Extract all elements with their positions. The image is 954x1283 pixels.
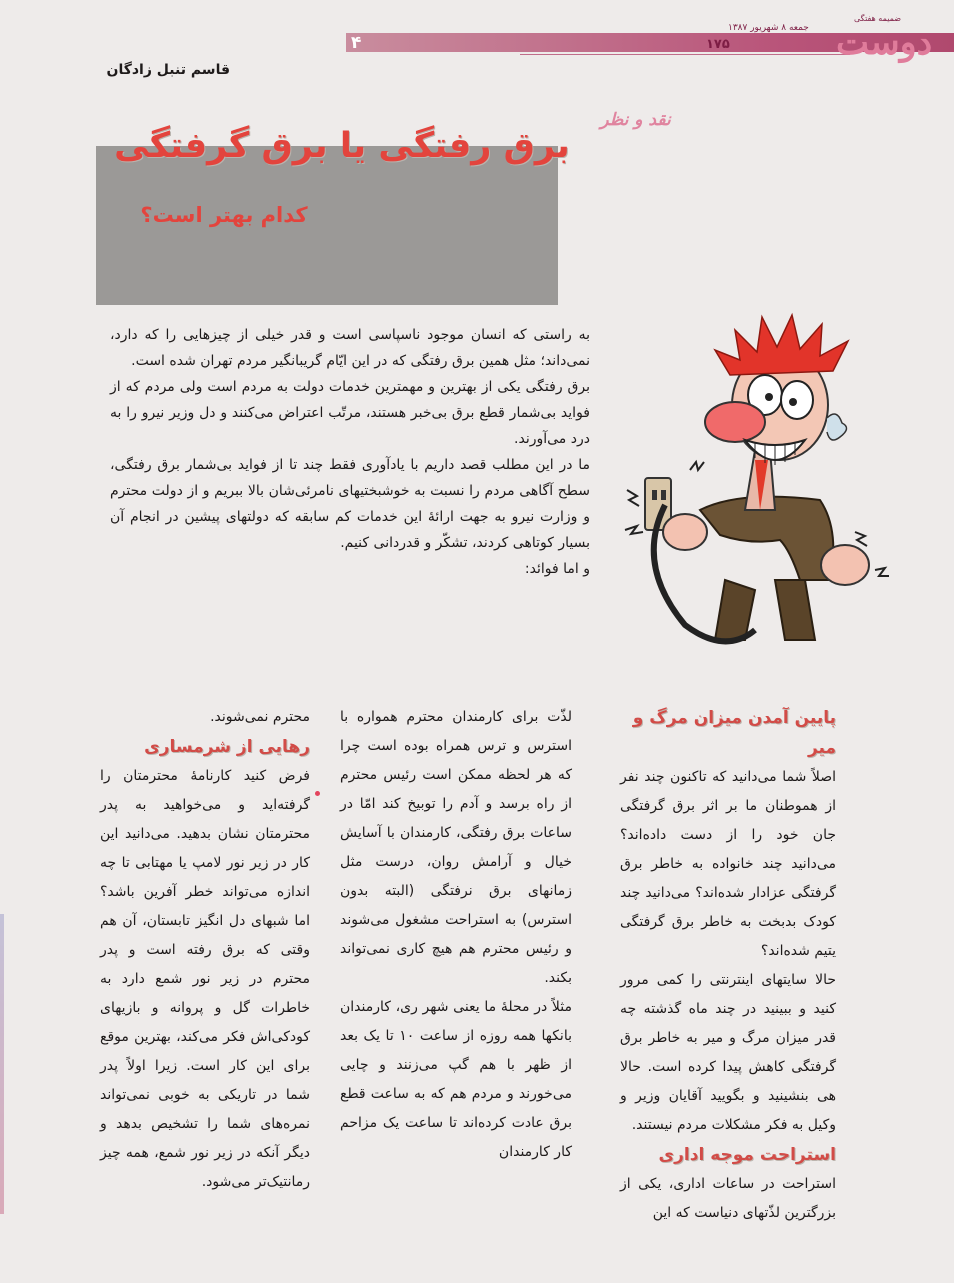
- decorative-dot: [315, 791, 320, 796]
- page-edge-mark: [0, 914, 4, 1214]
- paragraph: استراحت در ساعات اداری، یکی از بزرگترین لذّتهای دنیاست که این: [620, 1176, 836, 1221]
- heading-mortality: پایین آمدن میزان مرگ و میر: [632, 708, 836, 758]
- paragraph: محترم نمی‌شوند.: [210, 709, 310, 725]
- paragraph: فرض کنید کارنامهٔ محترمتان را گرفته‌اید و می‌خواهید به پدر محترمتان نشان بدهید. می‌دانید این کار در زیر نور لامپ یا مهتابی تا چه اندازه می‌تواند خطر آفرین باشد؟ اما شبهای دل انگیز تابستان، آن هم وقتی که برق رفته است و پدر محترم در زیر نور شمع دارد به خاطرات گل و پروانه و بازیهای کودکی‌اش فکر می‌کند، بهترین موقع برای این کار است. زیرا اولاً پدر شما در تاریکی به خوبی نمی‌تواند نمره‌های شما را تشخیص بدهد و دیگر آنکه در زیر نور شمع، همه چیز رمانتیک‌تر می‌شود.: [100, 768, 310, 1190]
- intro-paragraph: ما در این مطلب قصد داریم با یادآوری فقط چند تا از فواید بی‌شمار برق رفتگی، سطح آگاهی مردم را نسبت به خوشبختیهای نامرئی‌شان بالا ببریم و از دولت محترم و وزارت نیرو به جهت ارائهٔ این خدمات کم سابقه که دولتهای پیشین در انجام آن بسیار کوتاهی کردند، تشکّر و قدردانی کنیم.: [110, 457, 590, 551]
- column-right: [620, 703, 836, 1228]
- section-label: نقد و نظر: [600, 110, 671, 130]
- heading-shame-relief: رهایی از شرمساری: [144, 737, 310, 757]
- author-name: قاسم تنبل زادگان: [106, 62, 230, 78]
- electrocuted-man-illustration: [605, 300, 905, 650]
- intro-paragraph: و اما فوائد:: [524, 561, 590, 577]
- magazine-subtitle: ضمیمه هفتگی: [854, 14, 902, 23]
- paragraph: اصلاً شما می‌دانید که تاکنون چند نفر از هموطنان ما بر اثر برق گرفتگی جان خود را از دست داده‌اند؟ می‌دانید چند خانواده به خاطر برق گرفتگی عزادار شده‌اند؟ می‌دانید چند کودک بدبخت به خاطر برق گرفتگی یتیم شده‌اند؟: [620, 769, 836, 959]
- paragraph: لذّت برای کارمندان محترم همواره با استرس و ترس همراه بوده است چرا که هر لحظه ممکن است رئیس محترم از راه برسد و آدم را توبیخ کند امّا در ساعات برق رفتگی، کارمندان با آسایش خیال و آرامش روان، درست مثل زمانهای برق نرفتگی (البته بدون استرس) به استراحت مشغول می‌شوند و رئیس محترم هم هیچ کاری نمی‌تواند بکند.: [340, 709, 572, 986]
- page-number: ۴: [351, 33, 362, 53]
- column-middle: [340, 703, 572, 1167]
- heading-office-rest: استراحت موجه اداری: [658, 1145, 836, 1165]
- header-rule: [520, 54, 850, 55]
- magazine-logo: دوست: [836, 22, 933, 63]
- article-subtitle: کدام بهتر است؟: [140, 203, 308, 227]
- column-left: [100, 703, 310, 1197]
- paragraph: مثلاً در محلهٔ ما یعنی شهر ری، کارمندان بانکها همه روزه از ساعت ۱۰ تا یک بعد از ظهر با هم گپ می‌زنند و چایی می‌خورند و مردم هم که به ساعت قطع برق عادت کرده‌اند تا ساعت یک مزاحم کار کارمندان: [340, 999, 572, 1160]
- issue-number: ۱۷۵: [706, 37, 730, 52]
- intro-paragraph: به راستی که انسان موجود ناسپاسی است و قدر خیلی از چیزهایی را که دارد، نمی‌داند؛ مثل همین برق رفتگی که در این ایّام گریبانگیر مردم تهران شده است.: [110, 327, 590, 369]
- article-title: برق رفتگی یا برق گرفتگی: [114, 126, 570, 166]
- paragraph: حالا سایتهای اینترنتی را کمی مرور کنید و ببینید در چند ماه گذشته چه قدر میزان مرگ و میر به خاطر برق گرفتگی کاهش پیدا کرده است. حالا هی بنشینید و بگویید آقایان وزیر و وکیل به فکر مشکلات مردم نیستند.: [620, 972, 836, 1133]
- article-intro: [110, 322, 590, 582]
- issue-date: جمعه ۸ شهریور ۱۳۸۷: [728, 23, 809, 33]
- intro-paragraph: برق رفتگی یکی از بهترین و مهمترین خدمات دولت به مردم است ولی مردم که از فواید بی‌شمار قطع برق بی‌خبر هستند، مرتّب اعتراض می‌کنند و دل وزیر نیرو را به درد می‌آورند.: [110, 379, 590, 447]
